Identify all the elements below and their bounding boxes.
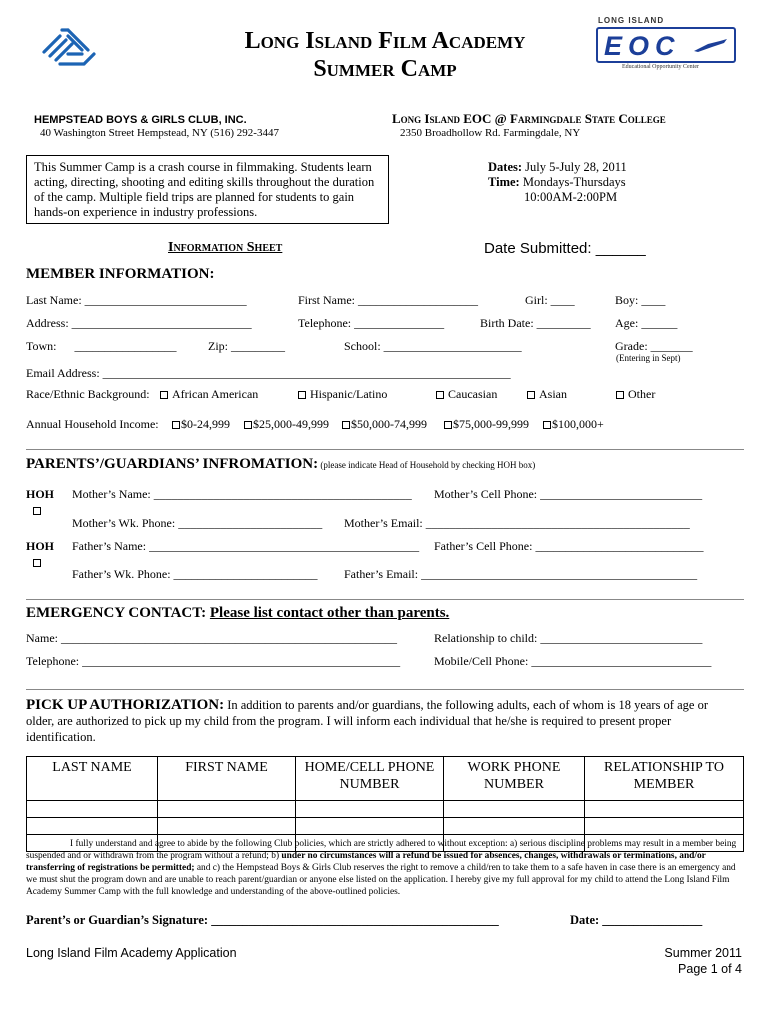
grade-note: (Entering in Sept) (616, 353, 681, 363)
emergency-name-field[interactable]: Name: ________________________________________________________ (26, 631, 397, 645)
camp-dates: Dates: July 5-July 28, 2011 (488, 160, 627, 174)
checkbox-icon (33, 559, 41, 567)
left-org-address: 40 Washington Street Hempstead, NY (516) 292-3447 (40, 127, 279, 139)
school-field[interactable]: School: _______________________ (344, 339, 522, 353)
mother-email-field[interactable]: Mother’s Email: ____________________________________________ (344, 516, 690, 530)
col-first-name: FIRST NAME (158, 757, 296, 801)
checkbox-icon (33, 507, 41, 515)
last-name-field[interactable]: Last Name: ___________________________ (26, 293, 247, 307)
checkbox-icon (543, 421, 551, 429)
hoh-label-mother: HOH (26, 487, 55, 501)
income-option-0-24999[interactable]: $0-24,999 (172, 417, 230, 432)
race-option-african-american[interactable]: African American (160, 387, 258, 402)
checkbox-icon (444, 421, 452, 429)
boy-field[interactable]: Boy: ____ (615, 293, 666, 307)
father-email-field[interactable]: Father’s Email: ______________________________________________ (344, 567, 698, 581)
address-field[interactable]: Address: ______________________________ (26, 316, 252, 330)
girl-field[interactable]: Girl: ____ (525, 293, 575, 307)
grade-field[interactable]: Grade: _______ (615, 339, 693, 353)
checkbox-icon (298, 391, 306, 399)
col-relationship: RELATIONSHIP TO MEMBER (585, 757, 744, 801)
emergency-telephone-field[interactable]: Telephone: _____________________________________________________ (26, 654, 401, 668)
telephone-field[interactable]: Telephone: _______________ (298, 316, 445, 330)
eoc-box (596, 27, 736, 63)
member-info-heading: MEMBER INFORMATION: (26, 266, 215, 282)
income-option-25000-49999[interactable]: $25,000-49,999 (244, 417, 329, 432)
age-field[interactable]: Age: ______ (615, 316, 678, 330)
checkbox-icon (342, 421, 350, 429)
eoc-bottom-text: Educational Opportunity Center (622, 64, 699, 70)
zip-field[interactable]: Zip: _________ (208, 339, 285, 353)
checkbox-icon (172, 421, 180, 429)
checkbox-icon (616, 391, 624, 399)
checkbox-icon (160, 391, 168, 399)
first-name-field[interactable]: First Name: ____________________ (298, 293, 478, 307)
divider (26, 689, 744, 690)
hoh-father-checkbox[interactable] (33, 555, 45, 570)
right-org-address: 2350 Broadhollow Rd. Farmingdale, NY (400, 127, 581, 139)
col-home-cell-phone: HOME/CELL PHONE NUMBER (296, 757, 444, 801)
mother-cell-field[interactable]: Mother’s Cell Phone: ___________________________ (434, 487, 703, 501)
col-work-phone: WORK PHONE NUMBER (444, 757, 585, 801)
signature-date-field[interactable]: Date: ________________ (570, 913, 703, 927)
race-label: Race/Ethnic Background: (26, 387, 150, 401)
title-line-1: Long Island Film Academy (244, 28, 526, 54)
footer-title: Long Island Film Academy Application (26, 946, 237, 960)
title-line-2: Summer Camp (313, 56, 457, 82)
income-option-100000-plus[interactable]: $100,000+ (543, 417, 604, 432)
pickup-authorization-text: PICK UP AUTHORIZATION: In addition to parents and/or guardians, the following adults, each of whom is 18 years of age or older, are authorized to pick up my child from the program. I will inform each individual that he/she is required to present proper identification. (26, 697, 708, 744)
birth-date-field[interactable]: Birth Date: _________ (480, 316, 591, 330)
camp-hours: 10:00AM-2:00PM (524, 190, 618, 204)
race-option-other[interactable]: Other (616, 387, 655, 402)
checkbox-icon (527, 391, 535, 399)
mother-work-phone-field[interactable]: Mother’s Wk. Phone: ________________________ (72, 516, 323, 530)
checkbox-icon (436, 391, 444, 399)
hoh-mother-checkbox[interactable] (33, 503, 45, 518)
signature-field[interactable]: Parent’s or Guardian’s Signature: ______________________________________________ (26, 913, 499, 927)
email-field[interactable]: Email Address: ____________________________________________________________________ (26, 366, 511, 380)
race-option-caucasian[interactable]: Caucasian (436, 387, 497, 402)
eoc-logo (592, 16, 742, 74)
information-sheet-heading: Information Sheet (168, 240, 283, 255)
emergency-relationship-field[interactable]: Relationship to child: ___________________________ (434, 631, 703, 645)
hoh-label-father: HOH (26, 539, 55, 553)
divider (26, 449, 744, 450)
pickup-table-header (27, 757, 744, 801)
income-option-50000-74999[interactable]: $50,000-74,999 (342, 417, 427, 432)
footer-term: Summer 2011 (664, 946, 742, 960)
left-org-name: HEMPSTEAD BOYS & GIRLS CLUB, INC. (34, 114, 247, 126)
race-option-asian[interactable]: Asian (527, 387, 567, 402)
long-island-map-icon (694, 39, 728, 53)
table-row[interactable] (27, 818, 744, 835)
footer-page-number: Page 1 of 4 (678, 962, 742, 976)
col-last-name: LAST NAME (27, 757, 158, 801)
race-option-hispanic-latino[interactable]: Hispanic/Latino (298, 387, 387, 402)
parents-heading: PARENTS’/GUARDIANS’ INFROMATION: (please indicate Head of Household by checking HOH box) (26, 456, 536, 472)
income-label: Annual Household Income: (26, 417, 159, 431)
father-cell-field[interactable]: Father’s Cell Phone: ____________________________ (434, 539, 704, 553)
town-field[interactable]: Town: _________________ (26, 339, 177, 353)
camp-time: Time: Mondays-Thursdays (488, 175, 626, 189)
divider (26, 599, 744, 600)
policy-text: I fully understand and agree to abide by the following Club policies, which are strictly adhered to without exception: a) serious discipline problems may result in a member being suspended and or withdrawn from the program without a refund; b) under no circumstances will a refund be issued for absences, changes, withdrawals or terminations, and/or transferring of registrations be permitted; and c) the Hempstead Boys & Girls Club reserves the right to remove a child/ren to take them to a safe haven in case there is an emergency and we must shut the program down and are unable to reach parent/guardian or anyone else listed on the application. I hereby give my full approval for my child to attend the Long Island Film Academy Summer Camp with the full knowledge and understanding of the above-outlined policies. (26, 839, 737, 897)
camp-description: This Summer Camp is a crash course in filmmaking. Students learn acting, directing, shooting and editing skills throughout the duration of the camp. Multiple field trips are planned for students to gain hands-on experience in industry professions. (26, 155, 389, 224)
right-org-name: Long Island EOC @ Farmingdale State College (392, 111, 666, 126)
eoc-letters: EOC (604, 31, 681, 61)
emergency-mobile-field[interactable]: Mobile/Cell Phone: ______________________________ (434, 654, 712, 668)
emergency-heading: EMERGENCY CONTACT: Please list contact other than parents. (26, 605, 450, 621)
checkbox-icon (244, 421, 252, 429)
father-name-field[interactable]: Father’s Name: _____________________________________________ (72, 539, 420, 553)
mother-name-field[interactable]: Mother’s Name: ___________________________________________ (72, 487, 412, 501)
table-row[interactable] (27, 801, 744, 818)
date-submitted-field[interactable]: Date Submitted: ______ (484, 240, 646, 257)
eoc-top-text: LONG ISLAND (598, 16, 665, 25)
income-option-75000-99999[interactable]: $75,000-99,999 (444, 417, 529, 432)
father-work-phone-field[interactable]: Father’s Wk. Phone: ________________________ (72, 567, 318, 581)
